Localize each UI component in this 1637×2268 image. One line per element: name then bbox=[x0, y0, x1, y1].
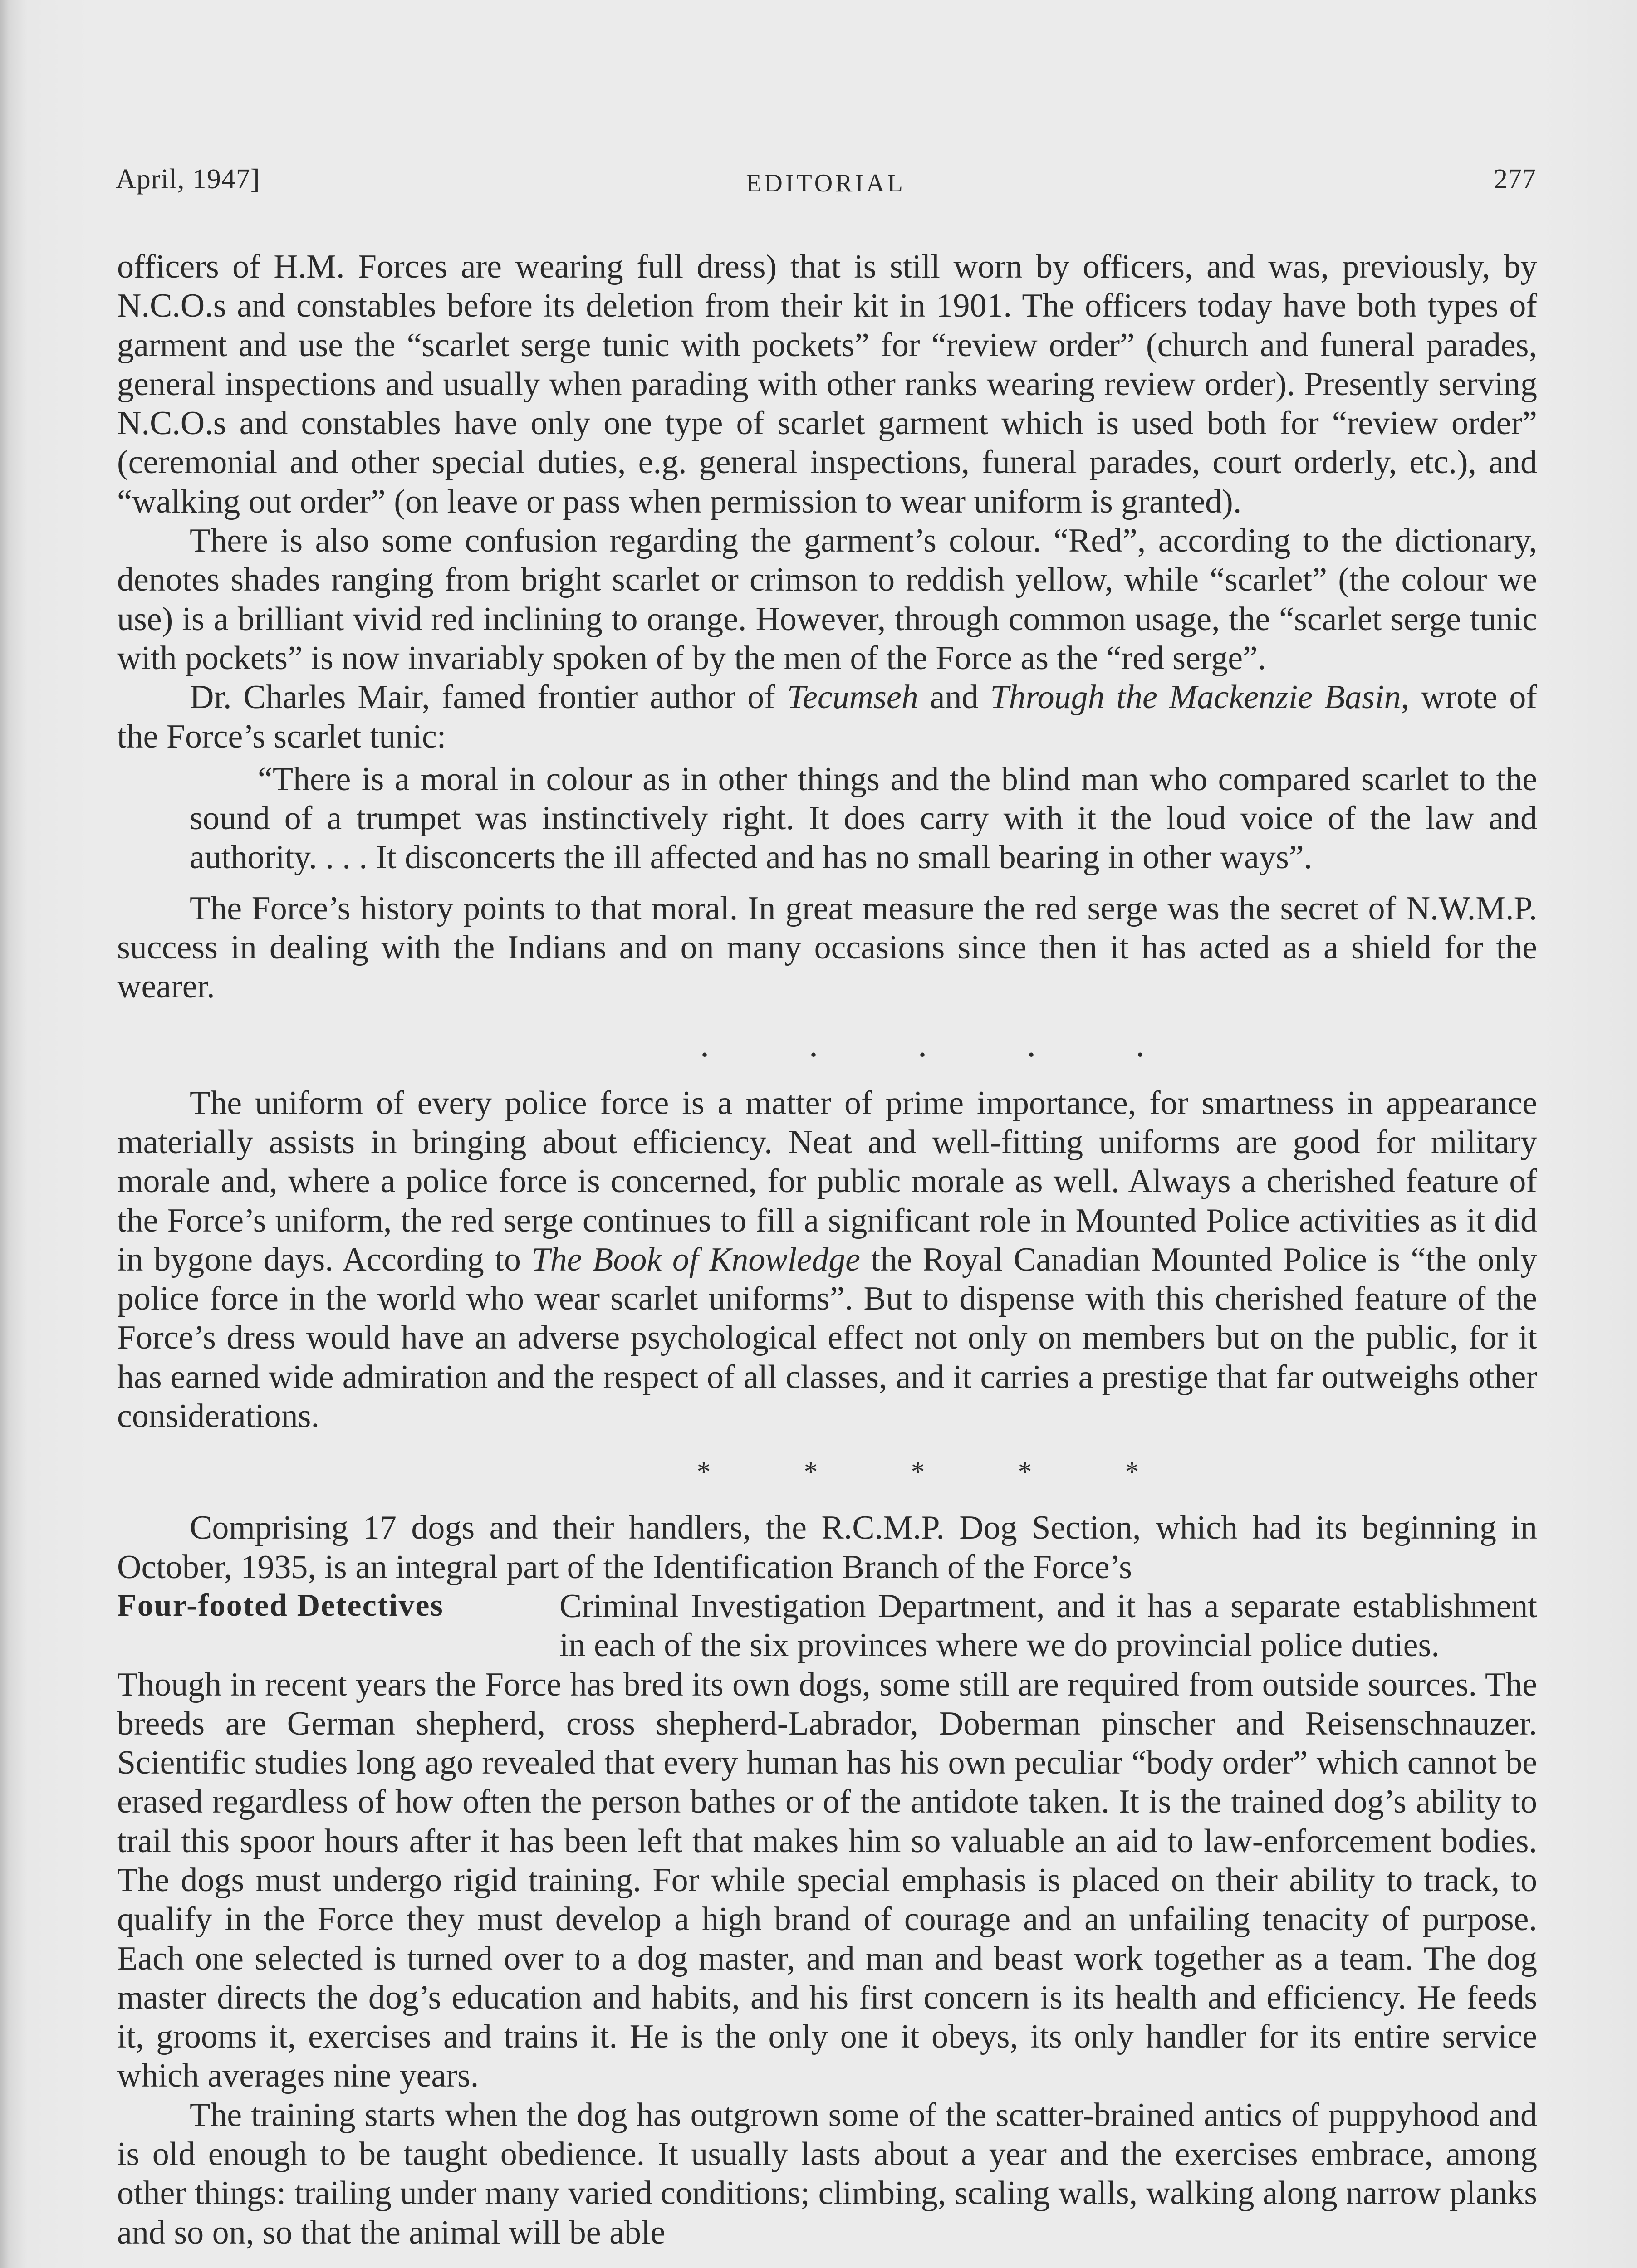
section-break-stars bbox=[117, 1436, 1537, 1508]
issue-date: April, 1947] bbox=[116, 164, 260, 195]
mair-text-end: , wrote of the Force’s scarlet tunic: bbox=[117, 679, 1537, 755]
star: * bbox=[1018, 1457, 1032, 1488]
article-body bbox=[117, 247, 1537, 2252]
side-heading: Four-footed Detectives bbox=[117, 1588, 444, 1623]
paragraph-continued: officers of H.M. Forces are wearing full dress) that is still worn by officers, and was, previously, by N.C.O.s and constables before its deletion from their kit in 1901. The officers today have both types of garment and use the “scarlet serge tunic with pockets” for “review order” (church and funeral parades, general inspections and usually when parading with other ranks wearing review order). Presently serving N.C.O.s and constables have only one type of scarlet garment which is used both for “review order” (ceremonial and other special duties, e.g. general inspections, funeral parades, court orderly, etc.), and “walking out order” (on leave or pass when permission to wear uniform is granted). bbox=[117, 248, 1537, 520]
section-break-dots bbox=[117, 1007, 1537, 1084]
mair-text: Dr. Charles Mair, famed frontier author of bbox=[190, 679, 787, 716]
star: * bbox=[696, 1457, 711, 1488]
paragraph-dogs-side: Criminal Investigation Department, and it has a separate establishment in each of the six provinces where we do provincial police duties. bbox=[559, 1587, 1537, 1664]
block-quote: “There is a moral in colour as in other things and the blind man who compared scarlet to the sound of a trumpet was instinctively right. It does carry with it the loud voice of the law and authority. . . . It disconcerts the ill affected and has no small bearing in other ways”. bbox=[190, 760, 1537, 876]
paragraph-history: The Force’s history points to that moral. In great measure the red serge was the secret of N.W.M.P. success in dealing with the Indians and on many occasions since then it has acted as a shield for the wearer. bbox=[117, 890, 1537, 1006]
paragraph-mair bbox=[117, 678, 1537, 756]
running-head bbox=[116, 163, 1536, 204]
mair-and: and bbox=[918, 679, 990, 716]
dot: . bbox=[700, 1025, 709, 1065]
dot: . bbox=[1136, 1025, 1145, 1065]
dot: . bbox=[1027, 1025, 1036, 1065]
section-title: EDITORIAL bbox=[746, 169, 906, 197]
paragraph-dogs-rest: Though in recent years the Force has bred its own dogs, some still are required from outside sources. The breeds are German shepherd, cross shepherd-Labrador, Doberman pinscher and Reisenschnauzer. Scientific studies long ago revealed that every human has his own peculiar “body order” which cannot be erased regardless of how often the person bathes or of the antidote taken. It is the trained dog’s ability to trail this spoor hours after it has been left that makes him so valuable an aid to law-enforcement bodies. The dogs must undergo rigid training. For while special emphasis is placed on their ability to track, to qualify in the Force they must develop a high brand of courage and an unfailing tenacity of purpose. Each one selected is turned over to a dog master, and man and beast work together as a team. The dog master directs the dog’s education and habits, and his first concern is its health and efficiency. He feeds it, grooms it, exercises and trains it. He is the only one it obeys, its only handler for its entire service which averages nine years. bbox=[117, 1666, 1537, 2095]
paragraph-uniform bbox=[117, 1084, 1537, 1436]
dog-section-block bbox=[117, 1508, 1537, 2095]
page-number: 277 bbox=[1494, 164, 1536, 195]
star: * bbox=[804, 1457, 818, 1488]
book-title-knowledge: The Book of Knowledge bbox=[531, 1241, 860, 1278]
paragraph-training: The training starts when the dog has outgrown some of the scatter-brained antics of puppyhood and is old enough to be taught obedience. It usually lasts about a year and the exercises embrace, among other things: trailing under many varied conditions; climbing, scaling walls, walking along narrow planks and so on, so that the animal will be able bbox=[117, 2096, 1537, 2251]
dot: . bbox=[809, 1025, 818, 1065]
uniform-text-end: the Royal Canadian Mounted Police is “the only police force in the world who wear scarlet uniforms”. But to dispense with this cherished feature of the Force’s dress would have an adverse psychological effect not only on members but on the public, for it has earned wide admiration and the respect of all classes, and it carries a prestige that far outweighs other considerations. bbox=[117, 1241, 1537, 1435]
paragraph-colour: There is also some confusion regarding the garment’s colour. “Red”, according to the dictionary, denotes shades ranging from bright scarlet or crimson to reddish yellow, while “scarlet” (the colour we use) is a brilliant vivid red inclining to orange. However, through common usage, the “scarlet serge tunic with pockets” is now invariably spoken of by the men of the Force as the “red serge”. bbox=[117, 522, 1537, 677]
uniform-text: The uniform of every police force is a matter of prime importance, for smartness in appearance materially assists in bringing about efficiency. Neat and well-fitting uniforms are good for military morale and, where a police force is concerned, for public morale as well. Always a cherished feature of the Force’s uniform, the red serge continues to fill a significant role in Mounted Police activities as it did in bygone days. According to bbox=[117, 1084, 1537, 1278]
star: * bbox=[911, 1457, 925, 1488]
book-title-tecumseh: Tecumseh bbox=[787, 679, 918, 716]
dot: . bbox=[918, 1025, 927, 1065]
paragraph-dogs-lead: Comprising 17 dogs and their handlers, the R.C.M.P. Dog Section, which had its beginning in October, 1935, is an integral part of the Identification Branch of the Force’s bbox=[117, 1509, 1537, 1586]
book-title-mackenzie: Through the Mackenzie Basin bbox=[990, 679, 1401, 716]
star: * bbox=[1125, 1457, 1139, 1488]
